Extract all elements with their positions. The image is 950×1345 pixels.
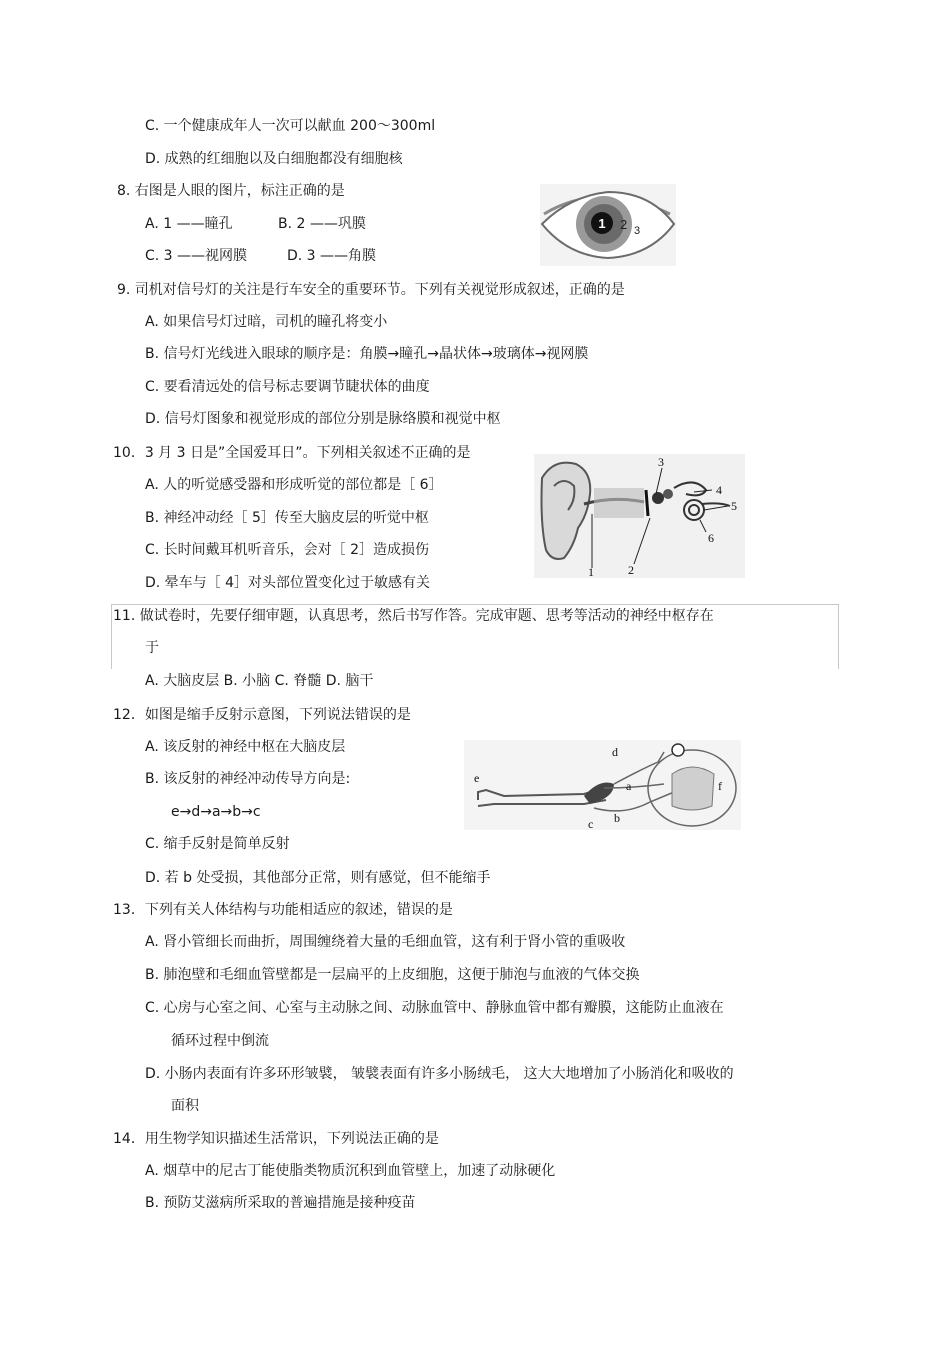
reflex-label-f: f bbox=[718, 779, 722, 793]
q10-option-b: B. 神经冲动经［ 5］传至大脑皮层的听觉中枢 bbox=[145, 510, 429, 526]
ear-label-6: 6 bbox=[708, 531, 714, 545]
reflex-label-e: e bbox=[474, 771, 480, 785]
eye-label-2: 2 bbox=[620, 217, 628, 232]
q11-stem-line2: 于 bbox=[145, 640, 159, 656]
q10-option-a: A. 人的听觉感受器和形成听觉的部位都是［ 6］ bbox=[145, 477, 443, 493]
q7-option-c: C. 一个健康成年人一次可以献血 200～300ml bbox=[145, 118, 436, 134]
q8-stem: 8. 右图是人眼的图片，标注正确的是 bbox=[117, 183, 345, 199]
ear-label-5: 5 bbox=[731, 499, 737, 513]
reflex-label-d: d bbox=[612, 745, 618, 759]
q13-option-d-cont: 面积 bbox=[171, 1098, 199, 1114]
eye-figure bbox=[540, 184, 676, 266]
q10-option-d: D. 晕车与［ 4］对头部位置变化过于敏感有关 bbox=[145, 575, 431, 591]
reflex-arc-figure bbox=[464, 740, 741, 830]
q13-option-d: D. 小肠内表面有许多环形皱襞， 皱襞表面有许多小肠绒毛， 这大大地增加了小肠消化和吸收的 bbox=[145, 1066, 734, 1082]
q12-option-b-path: e→d→a→b→c bbox=[171, 804, 261, 820]
q9-stem: 9. 司机对信号灯的关注是行车安全的重要环节。下列有关视觉形成叙述，正确的是 bbox=[117, 282, 625, 298]
q9-option-c: C. 要看清远处的信号标志要调节睫状体的曲度 bbox=[145, 379, 430, 395]
ear-figure bbox=[534, 454, 745, 578]
q12-option-c: C. 缩手反射是简单反射 bbox=[145, 836, 290, 852]
reflex-label-a: a bbox=[626, 779, 632, 793]
q13-option-b: B. 肺泡壁和毛细血管壁都是一层扁平的上皮细胞，这便于肺泡与血液的气体交换 bbox=[145, 967, 640, 983]
q11-stem-line1: 11. 做试卷时，先要仔细审题，认真思考，然后书写作答。完成审题、思考等活动的神经中枢存在 bbox=[113, 608, 714, 624]
q12-stem: 12．如图是缩手反射示意图，下列说法错误的是 bbox=[113, 707, 411, 723]
q13-option-c: C. 心房与心室之间、心室与主动脉之间、动脉血管中、静脉血管中都有瓣膜，这能防止血液在 bbox=[145, 1000, 724, 1016]
ear-label-3: 3 bbox=[658, 455, 664, 469]
q13-option-c-cont: 循环过程中倒流 bbox=[171, 1033, 269, 1049]
q8-option-a: A. 1 ——瞳孔 bbox=[145, 216, 233, 232]
q14-stem: 14．用生物学知识描述生活常识，下列说法正确的是 bbox=[113, 1131, 439, 1147]
q13-option-a: A. 肾小管细长而曲折，周围缠绕着大量的毛细血管，这有利于肾小管的重吸收 bbox=[145, 934, 626, 950]
q9-option-d: D. 信号灯图象和视觉形成的部位分别是脉络膜和视觉中枢 bbox=[145, 411, 501, 427]
q9-option-b: B. 信号灯光线进入眼球的顺序是：角膜→瞳孔→晶状体→玻璃体→视网膜 bbox=[145, 346, 589, 362]
q9-option-a: A. 如果信号灯过暗，司机的瞳孔将变小 bbox=[145, 314, 388, 330]
eye-label-1: 1 bbox=[598, 216, 606, 231]
q7-option-d: D. 成熟的红细胞以及白细胞都没有细胞核 bbox=[145, 151, 403, 167]
q11-options: A. 大脑皮层 B. 小脑 C. 脊髓 D. 脑干 bbox=[145, 673, 374, 689]
q14-option-a: A. 烟草中的尼古丁能使脂类物质沉积到血管壁上，加速了动脉硬化 bbox=[145, 1163, 556, 1179]
q10-stem: 10．3 月 3 日是”全国爱耳日”。下列相关叙述不正确的是 bbox=[113, 445, 471, 461]
q13-stem: 13．下列有关人体结构与功能相适应的叙述，错误的是 bbox=[113, 902, 453, 918]
q8-option-c: C. 3 ——视网膜 bbox=[145, 248, 248, 264]
q8-option-d: D. 3 ——角膜 bbox=[287, 248, 377, 264]
ear-label-4: 4 bbox=[716, 483, 722, 497]
q10-option-c: C. 长时间戴耳机听音乐，会对［ 2］造成损伤 bbox=[145, 542, 430, 558]
eye-label-3: 3 bbox=[634, 225, 641, 237]
q14-option-b: B. 预防艾滋病所采取的普遍措施是接种疫苗 bbox=[145, 1195, 416, 1211]
q12-option-d: D. 若 b 处受损，其他部分正常，则有感觉，但不能缩手 bbox=[145, 870, 491, 886]
ear-label-1: 1 bbox=[588, 565, 594, 578]
q8-option-b: B. 2 ——巩膜 bbox=[278, 216, 366, 232]
reflex-label-b: b bbox=[614, 811, 620, 825]
ear-label-2: 2 bbox=[628, 563, 634, 577]
q12-option-b: B. 该反射的神经冲动传导方向是: bbox=[145, 771, 351, 787]
reflex-label-c: c bbox=[588, 817, 594, 830]
q12-option-a: A. 该反射的神经中枢在大脑皮层 bbox=[145, 739, 346, 755]
